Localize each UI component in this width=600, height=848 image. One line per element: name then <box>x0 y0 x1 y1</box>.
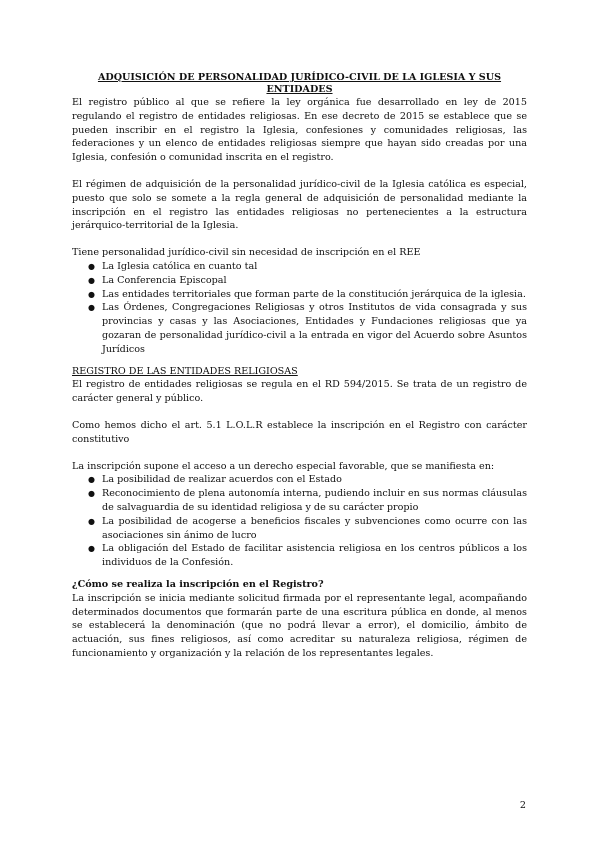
paragraph-procedimiento-inscripcion: La inscripción se inicia mediante solicitud firmada por el representante legal, acompañando determinados documentos que formarán parte de una escritura pública en donde, al menos se establecerá la denominación (que no podrá llevar a error), el domicilio, ámbito de actuación, sus fines religiosos, así como acreditar su naturaleza religiosa, régimen de funcionamiento y organización y la relación de los representantes legales. <box>72 592 527 659</box>
list-item: ● La posibilidad de acogerse a beneficios fiscales y subvenciones como ocurre con las asociaciones sin ánimo de lucro <box>88 515 527 541</box>
bullet-icon: ● <box>88 516 95 526</box>
bullet-icon: ● <box>88 475 95 485</box>
document-page <box>72 72 527 661</box>
list-item: ● La Conferencia Episcopal <box>88 274 227 286</box>
paragraph-derecho-especial: La inscripción supone el acceso a un derecho especial favorable, que se manifiesta en: <box>72 460 495 472</box>
paragraph-inscripcion-constitutiva: Como hemos dicho el art. 5.1 L.O.L.R establece la inscripción en el Registro con carácter constitutivo <box>72 419 527 445</box>
bullet-icon: ● <box>88 275 95 285</box>
paragraph-registro-regulacion: El registro de entidades religiosas se regula en el RD 594/2015. Se trata de un registro de carácter general y público. <box>72 379 527 405</box>
list-item: ● La posibilidad de realizar acuerdos con el Estado <box>88 474 342 486</box>
paragraph-personalidad-sin-inscripcion: Tiene personalidad jurídico-civil sin necesidad de inscripción en el REE <box>72 247 421 259</box>
list-item: ● Las Órdenes, Congregaciones Religiosas y otros Institutos de vida consagrada y sus provincias y casas y las Asociaciones, Entidades y Fundaciones religiosas que ya gozaran de personalidad jurídico-civil a la entrada en vigor del Acuerdo sobre Asuntos Jurídicos <box>88 302 527 355</box>
paragraph-regimen-adquisicion: El régimen de adquisición de la personalidad jurídico-civil de la Iglesia católica es especial, puesto que solo se somete a la regla general de adquisición de personalidad mediante la inscripción en el registro las entidades religiosas no pertenecientes a la estructura jerárquico-territorial de la Iglesia. <box>72 178 527 232</box>
list-item: ● La Iglesia católica en cuanto tal <box>88 260 258 272</box>
list-entidades-sin-inscripcion <box>72 260 527 357</box>
list-item: ● Reconocimiento de plena autonomía interna, pudiendo incluir en sus normas cláusulas de salvaguardia de su identidad religiosa y de su carácter propio <box>88 488 527 513</box>
document-title: ADQUISICIÓN DE PERSONALIDAD JURÍDICO-CIVIL DE LA IGLESIA Y SUS ENTIDADES <box>97 72 502 95</box>
section-heading-registro: REGISTRO DE LAS ENTIDADES RELIGIOSAS <box>72 365 298 377</box>
list-item: ● Las entidades territoriales que forman parte de la constitución jerárquica de la iglesia. <box>88 288 526 300</box>
bullet-icon: ● <box>88 289 95 299</box>
bullet-icon: ● <box>88 544 95 554</box>
list-item: ● La obligación del Estado de facilitar asistencia religiosa en los centros públicos a los individuos de la Confesión. <box>88 543 527 569</box>
bullet-icon: ● <box>88 261 95 271</box>
section-question-inscripcion: ¿Cómo se realiza la inscripción en el Registro? <box>72 578 324 590</box>
paragraph-registro-publico: El registro público al que se refiere la ley orgánica fue desarrollado en ley de 2015 regulando el registro de entidades religiosas. En ese decreto de 2015 se establece que se pueden inscribir en el registro la Iglesia, confesiones y comunidades religiosas, las federaciones y un elenco de entidades religiosas siempre que hayan sido creadas por una Iglesia, confesión o comunidad inscrita en el registro. <box>72 97 527 164</box>
list-derechos-inscripcion <box>72 473 527 570</box>
page-number: 2 <box>519 800 526 811</box>
bullet-icon: ● <box>88 489 95 499</box>
bullet-icon: ● <box>88 303 95 313</box>
